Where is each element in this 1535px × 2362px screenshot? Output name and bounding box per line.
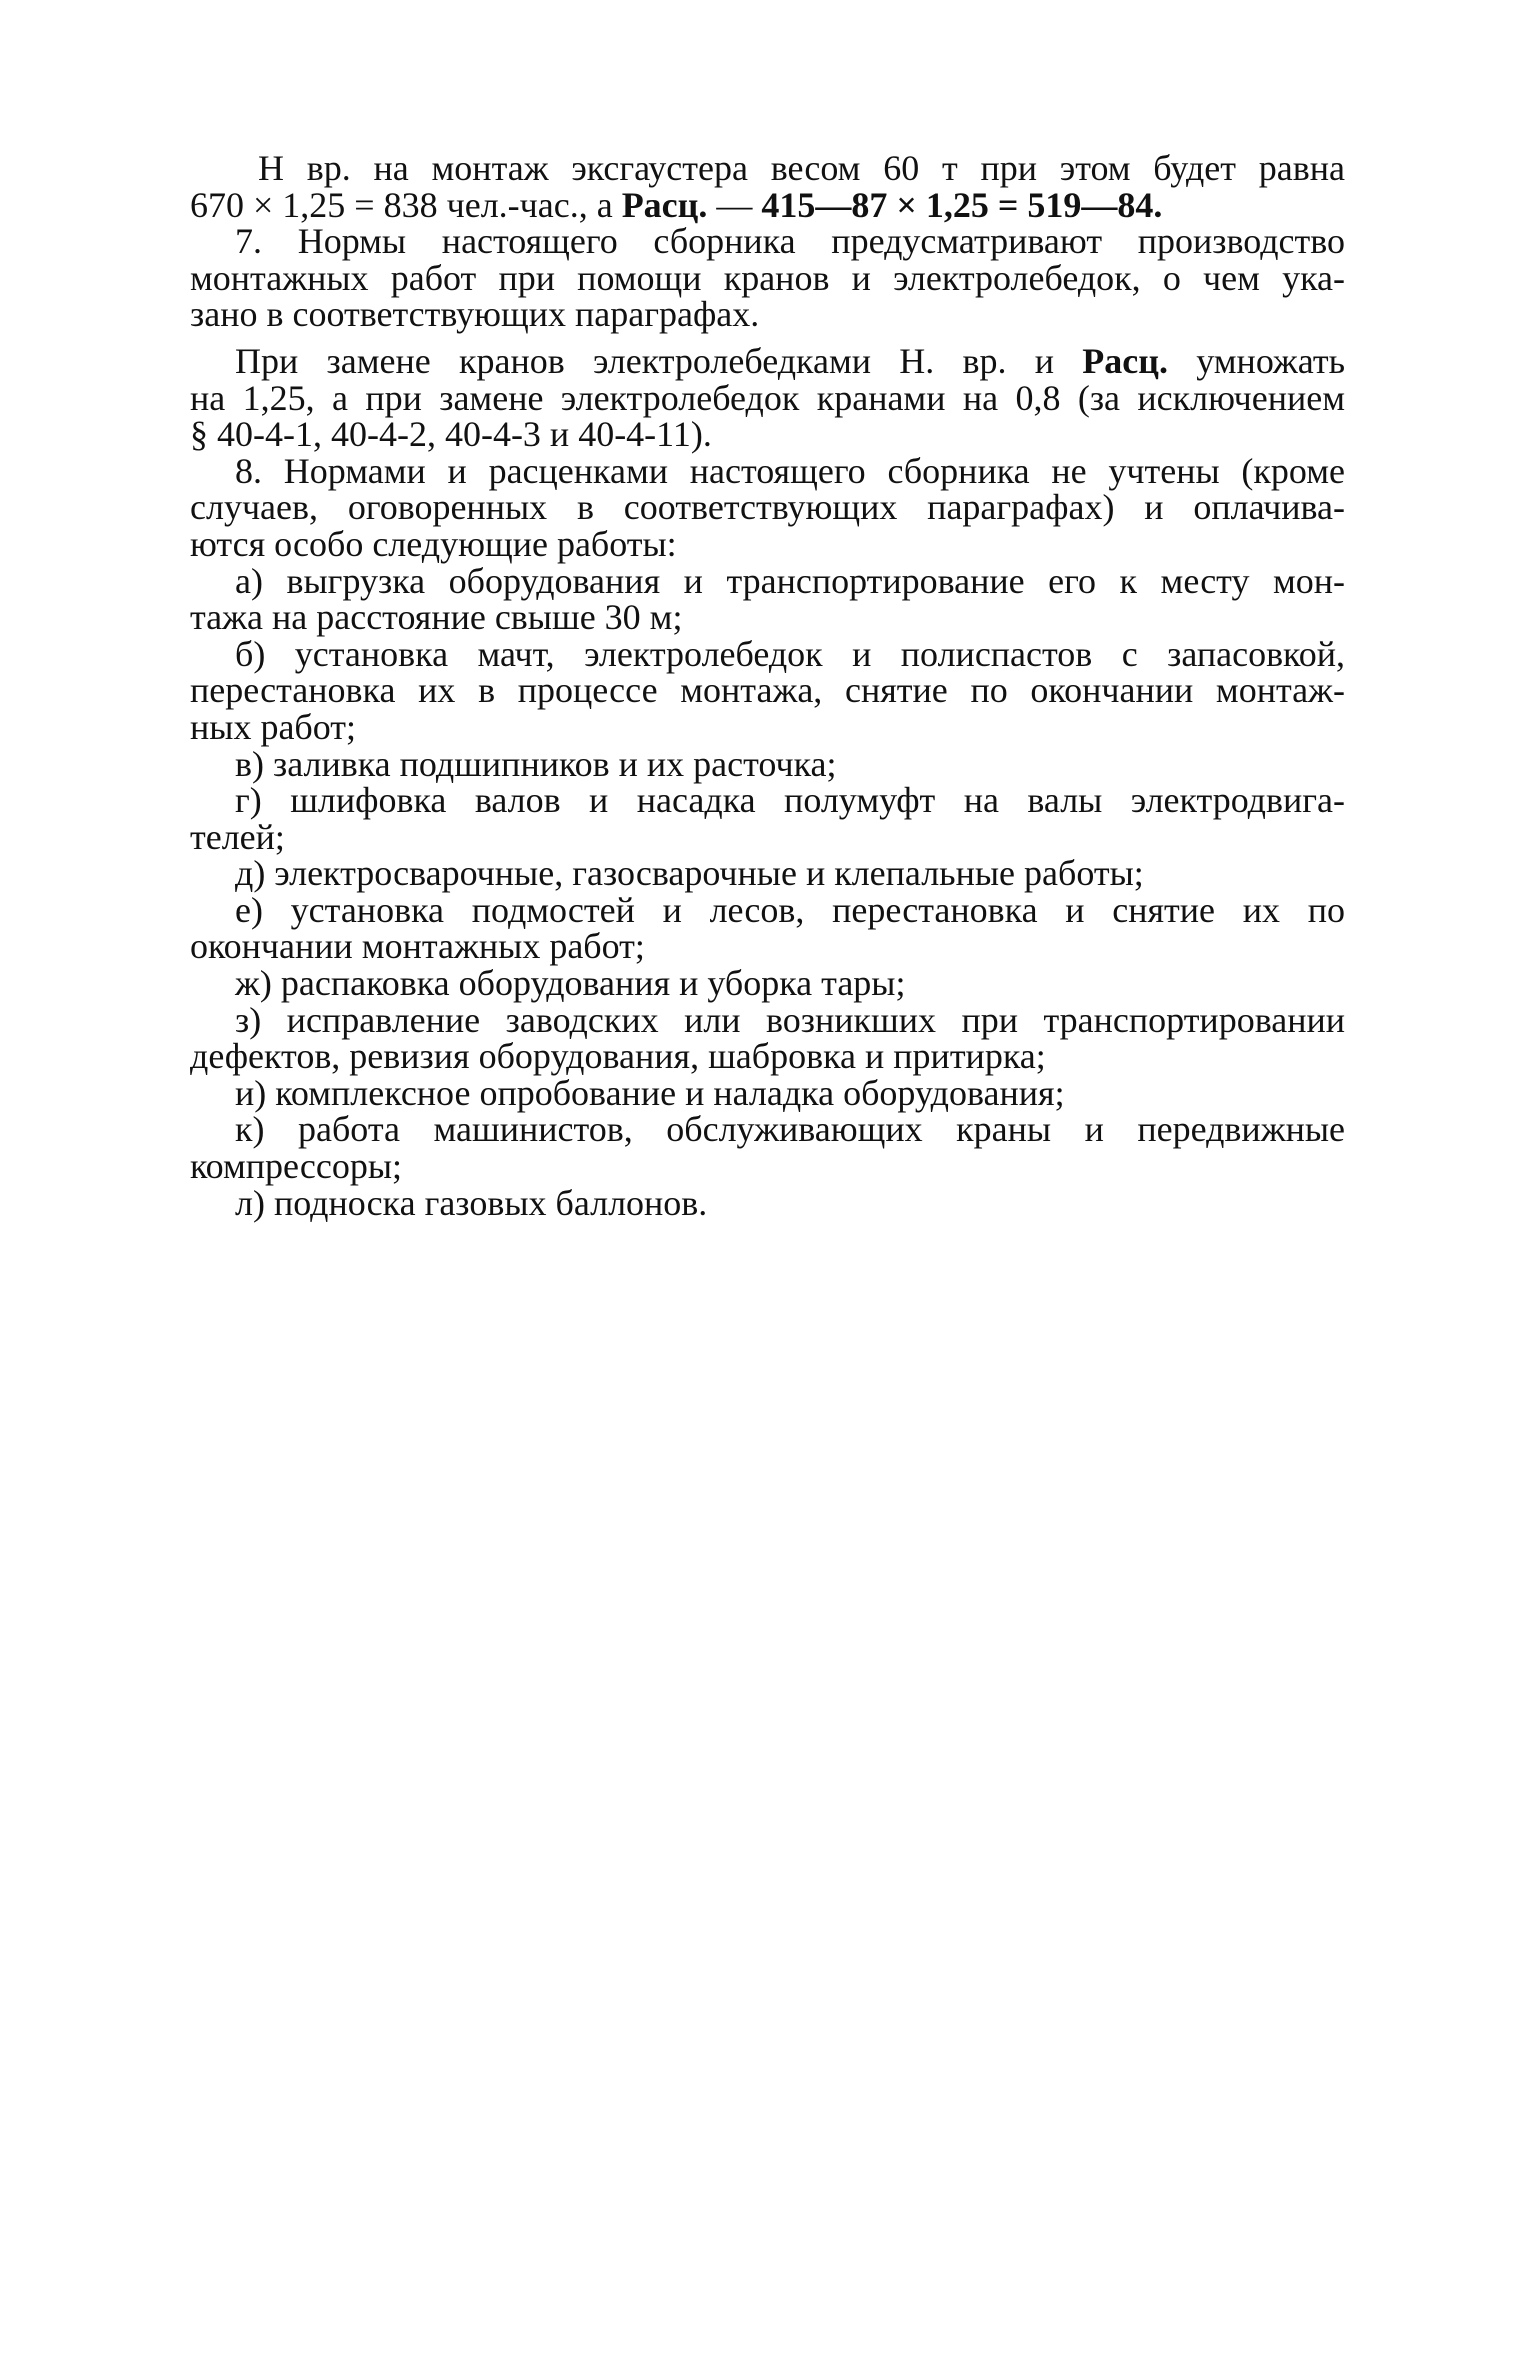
document-page [190, 150, 1345, 1221]
p8-line-2: случаев, оговоренных в соответствующих параграфах) и оплачива- [190, 487, 1345, 528]
p7-line-1: 7. Нормы настоящего сборника предусматривают производство [235, 221, 1345, 262]
intro-line-1: Н вр. на монтаж эксгаустера весом 60 т при этом будет равна [258, 148, 1345, 188]
item-k-line-1: к) работа машинистов, обслуживающих краны и передвижные [235, 1109, 1345, 1150]
p8-line-3: ются особо следующие работы: [190, 523, 677, 564]
item-b-line-2: перестановка их в процессе монтажа, снятие по окончании монтаж- [190, 670, 1345, 711]
item-l: л) подноска газовых баллонов. [235, 1182, 708, 1223]
replace-line-3: § 40-4-1, 40-4-2, 40-4-3 и 40-4-11). [190, 414, 712, 455]
rasc-value: 415—87 × 1,25 = 519—84. [761, 184, 1163, 225]
item-z-line-1: з) исправление заводских или возникших при транспортировании [235, 999, 1345, 1040]
p7-line-3: зано в соответствующих параграфах. [190, 294, 760, 335]
item-e-line-2: окончании монтажных работ; [190, 926, 645, 967]
p8-line-1: 8. Нормами и расценками настоящего сборника не учтены (кроме [235, 450, 1345, 491]
replace-line-1 [190, 340, 1345, 381]
replace-text-2: умножать [1168, 340, 1345, 381]
intro-formula-text: 670 × 1,25 = 838 чел.-час., а [190, 184, 622, 225]
intro-line-2 [190, 184, 1345, 225]
replace-rasc-label: Расц. [1082, 340, 1168, 381]
item-k-line-2: компрессоры; [190, 1146, 403, 1187]
item-v: в) заливка подшипников и их расточка; [235, 743, 837, 784]
item-d: д) электросварочные, газосварочные и клепальные работы; [235, 853, 1144, 894]
p7-line-2: монтажных работ при помощи кранов и электролебедок, о чем ука- [190, 257, 1345, 298]
item-e-line-1: е) установка подмостей и лесов, перестановка и снятие их по [235, 889, 1345, 930]
item-g-line-1: г) шлифовка валов и насадка полумуфт на валы электродвига- [235, 780, 1345, 821]
item-a-line-1: а) выгрузка оборудования и транспортирование его к месту мон- [235, 560, 1345, 601]
rasc-label: Расц. [621, 184, 708, 225]
replace-line-2: на 1,25, а при замене электролебедок кранами на 0,8 (за исключением [190, 377, 1345, 418]
item-a-line-2: тажа на расстояние свыше 30 м; [190, 597, 683, 638]
item-b-line-1: б) установка мачт, электролебедок и полиспастов с запасовкой, [235, 633, 1345, 674]
item-zh: ж) распаковка оборудования и уборка тары; [235, 963, 906, 1004]
intro-dash: — [707, 184, 762, 225]
item-b-line-3: ных работ; [190, 706, 357, 747]
item-z-line-2: дефектов, ревизия оборудования, шабровка и притирка; [190, 1036, 1046, 1077]
item-i: и) комплексное опробование и наладка оборудования; [235, 1072, 1065, 1113]
item-g-line-2: телей; [190, 816, 285, 857]
replace-text-1: При замене кранов электролебедками Н. вр. и [235, 340, 1083, 381]
